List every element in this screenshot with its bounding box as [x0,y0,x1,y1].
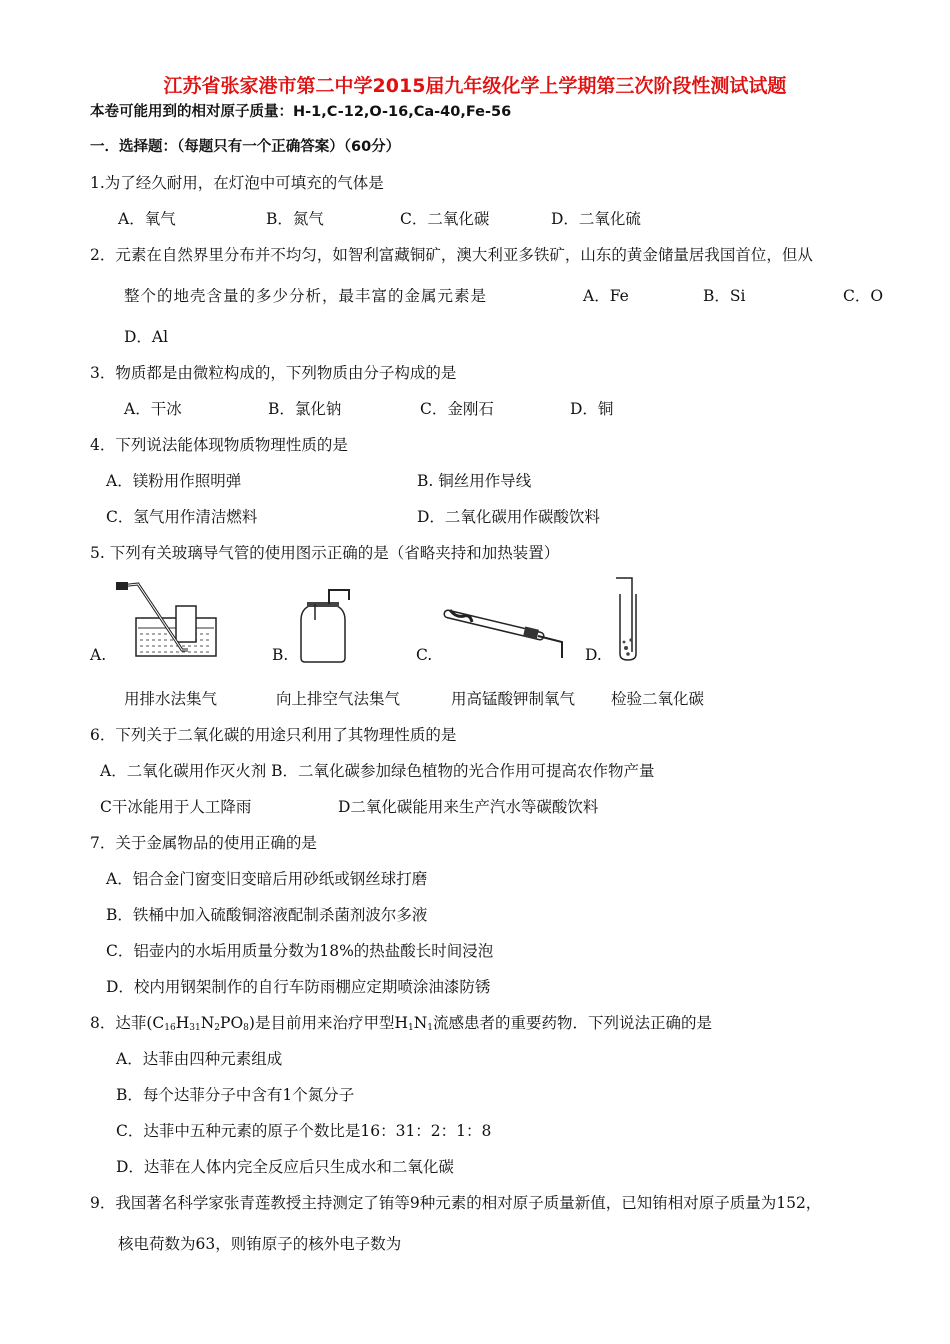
q6-option-c: C干冰能用于人工降雨 [100,798,252,816]
q7-option-d: D．校内用钢架制作的自行车防雨棚应定期喷涂油漆防锈 [106,978,491,996]
q4-option-b: B. 铜丝用作导线 [417,472,532,490]
co2-test-tube-figure [608,574,658,664]
q5-caption-b: 向上排空气法集气 [276,690,401,708]
question-1-stem: 1.为了经久耐用，在灯泡中可填充的气体是 [90,174,384,192]
q2-option-b: B．Si [703,287,746,305]
q2-option-d: D．Al [124,328,169,346]
q7-option-c: C．铝壶内的水垢用质量分数为18%的热盐酸长时间浸泡 [106,942,494,960]
q1-option-b: B．氮气 [266,210,324,228]
q5-letter-c: C. [416,646,433,664]
gas-collecting-bottle-figure [295,576,365,666]
q5-letter-a: A. [90,646,107,664]
question-2-stem-line2: 整个的地壳含量的多少分析，最丰富的金属元素是 [124,287,488,305]
q4-option-d: D．二氧化碳用作碳酸饮料 [417,508,600,526]
q3-option-a: A．干冰 [124,400,182,418]
q2-option-c: C．O [843,287,884,305]
q3-option-c: C．金刚石 [420,400,494,418]
q8-option-c: C．达菲中五种元素的原子个数比是16：31：2：1：8 [116,1122,492,1140]
question-7-stem: 7．关于金属物品的使用正确的是 [90,834,317,852]
question-3-stem: 3．物质都是由微粒构成的，下列物质由分子构成的是 [90,364,457,382]
question-8-stem: 8．达菲$(C_{16}H_{31}N_2PO_8)$是目前用来治疗甲型$H_1N_1$流感患者的重要药物．下列说法正确的是 [90,1014,713,1033]
section-heading: 一．选择题：（每题只有一个正确答案）（60分） [90,139,401,155]
q7-option-a: A．铝合金门窗变旧变暗后用砂纸或钢丝球打磨 [106,870,428,888]
q4-option-c: C．氢气用作清洁燃料 [106,508,258,526]
q2-option-a: A．Fe [583,287,629,305]
question-6-stem: 6．下列关于二氧化碳的用途只利用了其物理性质的是 [90,726,457,744]
q1-option-c: C．二氧化碳 [400,210,490,228]
q5-caption-c: 用高锰酸钾制氧气 [451,690,576,708]
q6-option-d: D二氧化碳能用来生产汽水等碳酸饮料 [338,798,599,816]
q5-caption-a: 用排水法集气 [124,690,218,708]
q1-option-a: A．氧气 [118,210,176,228]
q8-option-b: B．每个达菲分子中含有1个氮分子 [116,1086,355,1104]
q5-caption-d: 检验二氧化碳 [611,690,705,708]
q8-option-d: D．达菲在人体内完全反应后只生成水和二氧化碳 [116,1158,454,1176]
q7-option-b: B．铁桶中加入硫酸铜溶液配制杀菌剂波尔多液 [106,906,428,924]
question-5-stem: 5. 下列有关玻璃导气管的使用图示正确的是（省略夹持和加热装置） [90,544,560,562]
question-9-stem-line1: 9．我国著名科学家张青莲教授主持测定了铕等9种元素的相对原子质量新值，已知铕相对原子质量为152， [90,1194,822,1212]
q6-options-a-b: A．二氧化碳用作灭火剂 B．二氧化碳参加绿色植物的光合作用可提高农作物产量 [100,762,655,780]
q1-option-d: D．二氧化硫 [551,210,641,228]
potassium-permanganate-heating-figure [440,598,570,660]
q8-option-a: A．达菲由四种元素组成 [116,1050,283,1068]
q3-option-b: B．氯化钠 [268,400,342,418]
question-9-stem-line2: 核电荷数为63，则铕原子的核外电子数为 [118,1235,402,1253]
question-2-stem-line1: 2．元素在自然界里分布并不均匀，如智利富藏铜矿，澳大利亚多铁矿，山东的黄金储量居我国首位，但从 [90,246,813,264]
q5-letter-d: D. [585,646,602,664]
q5-letter-b: B. [272,646,289,664]
atomic-masses-note: 本卷可能用到的相对原子质量：H-1,C-12,O-16,Ca-40,Fe-56 [90,104,512,120]
water-displacement-apparatus-figure [110,578,220,663]
page-title: 江苏省张家港市第二中学2015届九年级化学上学期第三次阶段性测试试题 [163,75,787,97]
q3-option-d: D．铜 [570,400,614,418]
question-4-stem: 4．下列说法能体现物质物理性质的是 [90,436,348,454]
q4-option-a: A．镁粉用作照明弹 [106,472,242,490]
